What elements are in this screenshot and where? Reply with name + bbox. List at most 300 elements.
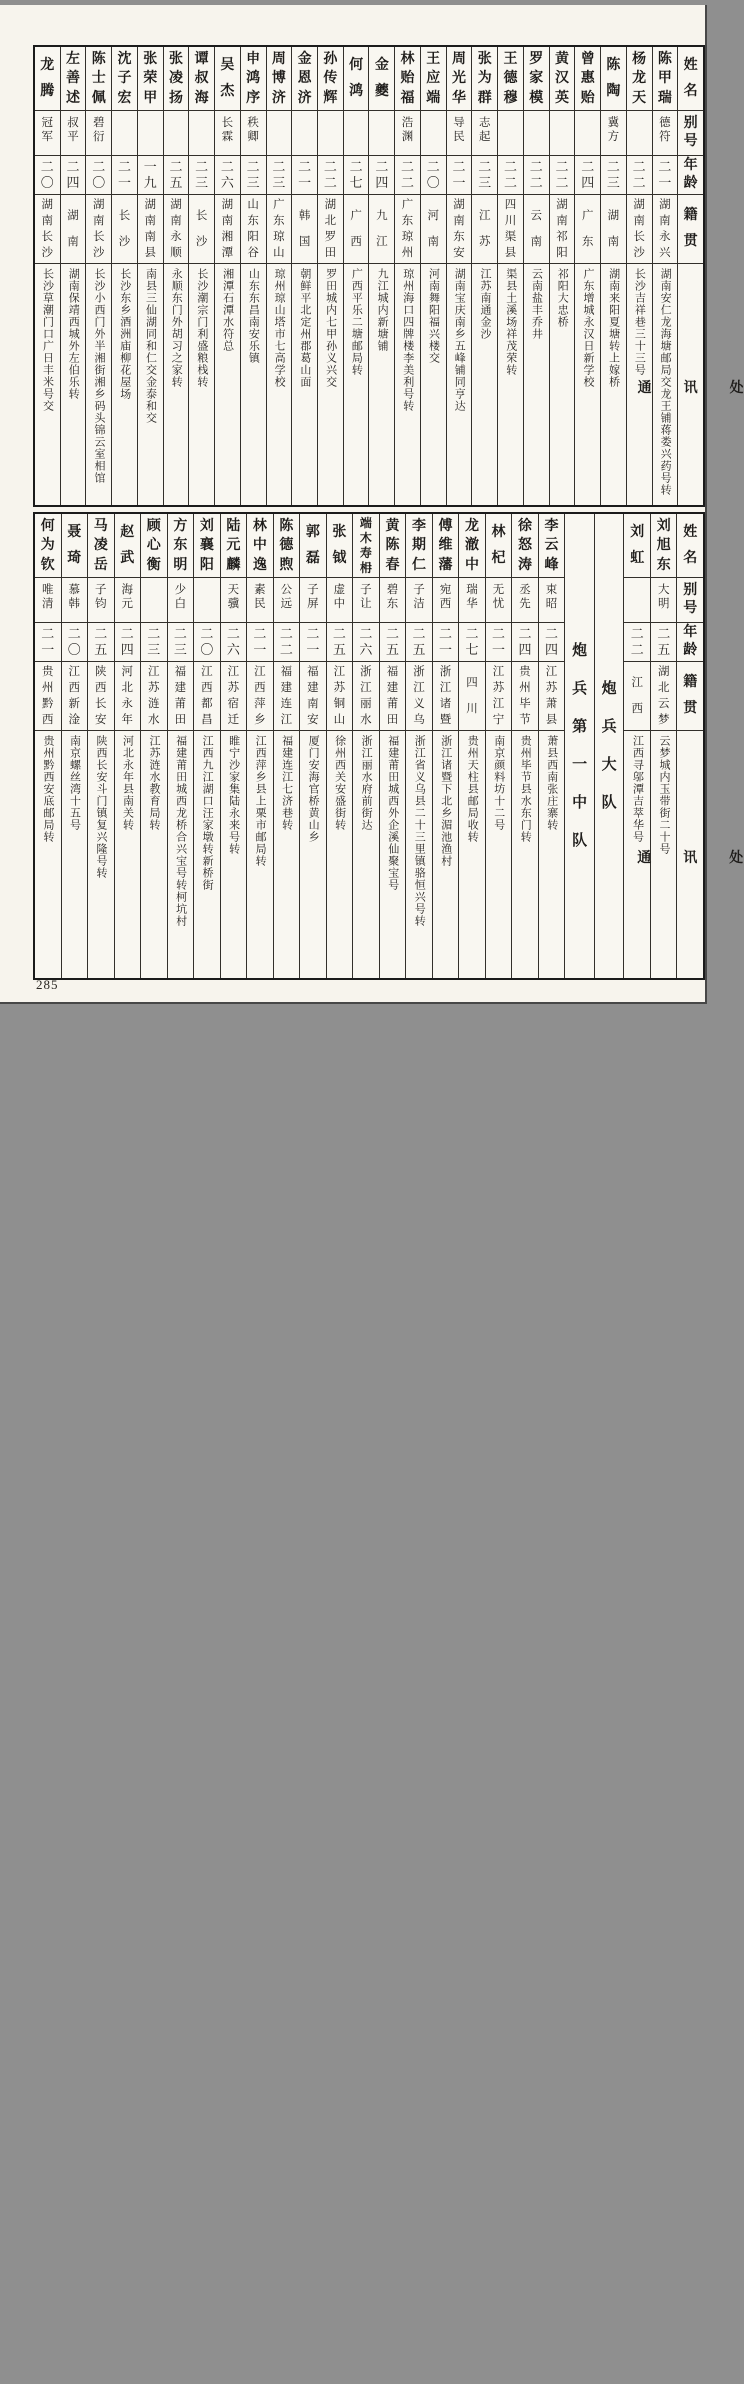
alias-cell [433,578,459,623]
native-place-cell [447,195,472,264]
char-glyph: 黄 [554,51,569,67]
alias-cell [327,578,353,623]
char-glyph: 南 [607,236,620,249]
name-cell [627,47,652,111]
char-glyph: 束 [545,584,558,596]
char-glyph: 涛 [518,557,533,573]
char-glyph: 建 [174,682,187,694]
char-glyph: 白 [174,598,187,610]
address-text: 长沙潮宗门利盛粮栈转 [195,268,208,388]
alias-cell [267,111,292,156]
char-glyph: 二 [503,159,517,174]
char-glyph: 二 [246,159,260,174]
age-cell [138,156,163,195]
char-glyph: 钧 [95,598,107,610]
native-place-cell [86,195,111,264]
person-column [61,514,88,978]
native-place-cell [164,195,189,264]
char-glyph: 二 [426,159,440,174]
page-number: 285 [36,977,59,992]
char-glyph: 昭 [545,598,558,610]
address-text: 河北永年县南关转 [121,735,134,831]
native-place-cell [512,662,538,731]
char-glyph: 大 [601,757,617,773]
address-cell [194,731,220,978]
char-glyph: 州 [401,247,414,259]
char-glyph: 二 [120,626,134,641]
header-native-cell [678,195,703,264]
char-glyph: 炮 [601,681,617,697]
age-cell [395,156,420,195]
char-glyph: 九 [376,209,388,222]
native-place-cell [35,662,61,731]
char-glyph: 南 [453,215,465,227]
char-glyph: 东 [656,557,671,573]
person-column [405,514,432,978]
native-place-cell [168,662,194,731]
address-text: 睢宁沙家集陆永来号转 [227,735,240,855]
char-glyph: 江 [492,666,505,678]
person-column [85,47,111,505]
char-glyph: 田 [174,714,187,726]
native-place-cell [498,195,523,264]
char-glyph: 海 [121,584,134,596]
char-glyph: 东 [401,215,414,227]
char-glyph: 左 [66,51,80,67]
char-glyph: 陈 [657,51,672,67]
alias-cell [421,111,446,156]
char-glyph: 黄 [385,518,400,534]
char-glyph: 士 [91,71,106,86]
alias-cell [300,578,326,623]
char-glyph: 宿 [227,698,240,710]
char-glyph: 西 [631,703,643,716]
char-glyph: 申 [246,51,261,67]
char-glyph: 穆 [503,90,518,106]
char-glyph: 东 [273,215,285,227]
age-cell [62,623,88,662]
char-glyph: 惠 [580,71,595,86]
char-glyph: 长 [92,231,105,243]
person-column [343,47,369,505]
char-glyph: 秩 [247,117,259,129]
age-cell [318,156,343,195]
alias-cell [575,111,600,156]
person-column [114,514,141,978]
char-glyph: 江 [254,666,266,678]
alias-cell [215,111,240,156]
char-glyph: 导 [453,117,465,129]
char-glyph: 州 [519,682,531,694]
roster-table-bottom [33,512,744,980]
char-glyph: 二 [66,159,80,174]
char-glyph: 安 [95,714,107,726]
name-cell [327,514,353,578]
age-cell [35,156,60,195]
native-place-cell [88,662,114,731]
address-text: 江西萍乡县上栗市邮局转 [254,735,267,867]
person-column [35,514,61,978]
char-glyph: 铜 [333,698,346,710]
person-column [538,514,565,978]
char-glyph: 广 [401,199,414,211]
char-glyph: 二 [529,159,543,174]
char-glyph: 明 [173,557,188,573]
person-column [188,47,214,505]
char-glyph: 华 [452,90,467,106]
age-cell [168,623,194,662]
name-cell [300,514,326,578]
char-glyph: 中 [572,795,588,811]
native-place-cell [274,662,300,731]
char-glyph: 叔 [67,117,79,129]
alias-cell [459,578,485,623]
char-glyph: 方 [173,518,188,534]
char-glyph: 五 [332,642,346,657]
age-cell [164,156,189,195]
char-glyph: 三 [606,175,620,190]
char-glyph: 张 [143,51,158,67]
char-glyph: 陈 [91,51,106,67]
alias-cell [627,111,652,156]
age-cell [221,623,247,662]
char-glyph: 梦 [657,714,670,726]
age-cell [215,156,240,195]
char-glyph: 群 [477,90,492,106]
char-glyph: 一 [658,175,672,190]
char-glyph: 一 [306,642,320,657]
name-cell [651,514,677,578]
char-glyph: 永 [659,231,671,243]
char-glyph: 冀 [607,117,620,129]
char-glyph: 琦 [67,551,82,566]
char-glyph: 南 [144,215,156,227]
char-glyph: 萧 [545,698,558,710]
name-cell [274,514,300,578]
address-cell [164,264,189,505]
char-glyph: 西 [95,682,107,694]
char-glyph: 西 [439,598,452,610]
age-cell [601,156,626,195]
char-glyph: 兵 [601,719,617,735]
char-glyph: 建 [280,682,293,694]
char-glyph: 公 [280,584,293,596]
address-text: 罗田城内七甲孙义兴交 [324,268,337,388]
name-cell [115,514,141,578]
char-glyph: 南 [633,215,645,227]
char-glyph: 林 [252,518,267,534]
address-text: 长沙东乡酒洲庙柳花屋场 [118,268,131,400]
char-glyph: 田 [386,714,399,726]
char-glyph: 江 [492,698,505,710]
char-glyph: 磊 [305,551,320,566]
native-place-cell [539,662,565,731]
char-glyph: 汉 [554,71,569,86]
char-glyph: 洁 [413,598,425,610]
address-text: 南京颜料坊十二号 [492,735,505,831]
char-glyph: 浙 [413,666,425,678]
char-glyph: 龄 [683,175,698,191]
char-glyph: 煦 [279,557,294,573]
char-glyph: 福 [386,666,399,678]
address-text: 萧县西南张庄寨转 [545,735,558,831]
address-cell [395,264,420,505]
char-glyph: 湖 [633,199,645,211]
char-glyph: 广 [350,209,362,222]
char-glyph: 西 [254,682,266,694]
char-glyph: 荣 [143,71,158,86]
age-cell [86,156,111,195]
char-glyph: 卿 [247,131,259,143]
char-glyph: 渠 [504,231,517,243]
name-cell [168,514,194,578]
char-glyph: 二 [323,159,337,174]
person-column [60,47,86,505]
address-cell [472,264,497,505]
char-glyph: 二 [658,159,672,174]
native-place-cell [138,195,163,264]
char-glyph: 五 [94,642,108,657]
native-place-cell [601,195,626,264]
address-cell [292,264,317,505]
char-glyph: 江 [376,236,388,249]
char-glyph: 孙 [323,51,338,67]
native-place-cell [318,195,343,264]
char-glyph: 襄 [199,538,214,553]
char-glyph: 维 [438,538,453,553]
char-glyph: 二 [438,626,452,641]
char-glyph: 山 [247,199,259,211]
char-glyph: 凌 [168,71,183,86]
person-column [163,47,189,505]
char-glyph: 号 [683,134,698,150]
char-glyph: 苏 [492,682,505,694]
char-glyph: 二 [657,626,671,641]
address-cell [459,731,485,978]
char-glyph: 湖 [67,209,79,222]
alias-cell [247,578,273,623]
char-glyph: 军 [41,131,54,143]
char-glyph: 善 [66,71,80,86]
char-glyph: 辉 [323,90,338,106]
native-place-cell [35,195,60,264]
address-cell [498,264,523,505]
name-cell [88,514,114,578]
age-cell [524,156,549,195]
char-glyph: 苏 [333,682,346,694]
person-column [497,47,523,505]
address-cell [241,264,266,505]
name-cell [164,47,189,111]
age-cell [61,156,86,195]
char-glyph: 永 [121,698,134,710]
char-glyph: 甲 [657,71,672,86]
address-text: 南县三仙湖同和仁交金泰和交 [144,268,157,424]
person-column [368,47,394,505]
char-glyph: 金 [297,51,312,67]
char-glyph: 二 [41,626,55,641]
char-glyph: 湖 [170,199,182,211]
char-glyph: 碧 [386,584,399,596]
native-place-cell [344,195,369,264]
char-glyph: 二 [279,642,293,657]
char-glyph: 湖 [144,199,156,211]
char-glyph: 李 [411,518,426,534]
address-cell [168,731,194,978]
address-cell [112,264,137,505]
char-glyph: 四 [466,676,478,689]
char-glyph: 应 [426,71,441,86]
char-glyph: 海 [194,90,209,106]
char-glyph: 湖 [41,199,54,211]
alias-cell [447,111,472,156]
address-cell [486,731,512,978]
name-cell [215,47,240,111]
person-column [352,514,379,978]
char-glyph: 大 [657,584,670,596]
char-glyph: 唯 [41,584,54,596]
char-glyph: 福 [400,90,415,106]
address-cell [344,264,369,505]
char-glyph: 二 [632,175,646,190]
char-glyph: 广 [273,199,285,211]
char-glyph: 二 [279,626,293,641]
char-glyph: 二 [465,626,479,641]
native-place-cell [472,195,497,264]
char-glyph: 七 [465,642,479,657]
alias-cell [35,578,61,623]
alias-cell [88,578,114,623]
alias-cell [61,111,86,156]
age-cell [627,156,652,195]
char-glyph: 林 [491,525,506,540]
char-glyph: 逸 [252,557,267,573]
char-glyph: 夔 [374,84,389,99]
age-cell [369,156,394,195]
char-glyph: 二 [630,642,644,657]
char-glyph: 王 [426,51,441,67]
char-glyph: 南 [307,698,319,710]
person-column [326,514,353,978]
char-glyph: 籍 [683,207,698,223]
char-glyph: 碧 [92,117,105,129]
char-glyph: 南 [41,215,54,227]
char-glyph: 长 [195,209,208,222]
address-text: 朝鲜平北定州郡葛山面 [298,268,311,388]
char-glyph: 县 [144,247,156,259]
char-glyph: 南 [67,236,79,249]
alias-cell [498,111,523,156]
char-glyph: 述 [66,90,80,106]
char-glyph: 安 [307,714,319,726]
char-glyph: 顾 [146,518,161,534]
alias-cell [221,578,247,623]
char-glyph: 湖 [657,666,670,678]
char-glyph: 建 [386,682,399,694]
char-glyph: 陈 [385,538,400,553]
char-glyph: 刘 [199,518,214,534]
char-glyph: 民 [453,131,465,143]
char-glyph: 虹 [630,551,645,566]
age-cell [539,623,565,662]
unit-label-column [564,514,594,978]
char-glyph: 二 [401,175,415,190]
age-cell [575,156,600,195]
char-glyph: 三 [246,175,260,190]
char-glyph: 天 [227,584,240,596]
native-place-cell [395,195,420,264]
char-glyph: 子 [95,584,107,596]
char-glyph: 二 [606,159,620,174]
char-glyph: 长 [633,231,645,243]
address-text: 云南盐丰乔井 [530,268,543,340]
char-glyph: 队 [601,795,617,811]
char-glyph: 中 [333,598,346,610]
alias-cell [472,111,497,156]
char-glyph: 南 [170,215,182,227]
alias-cell [524,111,549,156]
char-glyph: 潭 [221,247,234,259]
alias-cell [651,578,677,623]
char-glyph: 淦 [68,714,80,726]
person-column [650,514,677,978]
address-text: 湖南来阳夏塘转上嫁桥 [607,268,620,388]
name-cell [141,514,167,578]
age-cell [292,156,317,195]
native-place-cell [112,195,137,264]
address-text: 浙江丽水府前街达 [360,735,373,831]
native-place-cell [369,195,394,264]
address-cell [327,731,353,978]
age-cell [189,156,214,195]
char-glyph: 黔 [41,698,54,710]
char-glyph: 阳 [247,231,259,243]
char-glyph: 兴 [659,247,671,259]
address-text: 云梦城内玉带街二十号 [657,735,670,855]
char-glyph: 刘 [656,518,671,534]
char-glyph: 江 [479,209,491,222]
char-glyph: 韩 [68,598,80,610]
address-text: 南京螺丝湾十五号 [68,735,81,831]
char-glyph: 丞 [519,584,531,596]
address-text: 江苏涟水教育局转 [148,735,161,831]
address-cell [524,264,549,505]
char-glyph: 队 [572,833,588,849]
char-glyph: 子 [360,584,372,596]
char-glyph: 天 [632,90,647,106]
name-cell [353,514,379,578]
person-column [626,47,652,505]
char-glyph: 忧 [492,598,505,610]
char-glyph: 张 [168,51,183,67]
char-glyph: 德 [279,538,294,553]
char-glyph: 沈 [117,51,132,67]
char-glyph: 一 [452,175,466,190]
char-glyph: 杞 [491,551,506,566]
char-glyph: 四 [518,642,532,657]
address-cell [601,264,626,505]
char-glyph: 湖 [324,199,337,211]
age-cell [267,156,292,195]
char-glyph: 二 [529,175,543,190]
char-glyph: 东 [173,538,188,553]
char-glyph: 沙 [195,236,208,249]
char-glyph: 二 [385,626,399,641]
char-glyph: 二 [349,159,363,174]
roster-page [0,5,744,1004]
char-glyph: 西 [201,682,213,694]
header-name-cell [677,514,703,578]
